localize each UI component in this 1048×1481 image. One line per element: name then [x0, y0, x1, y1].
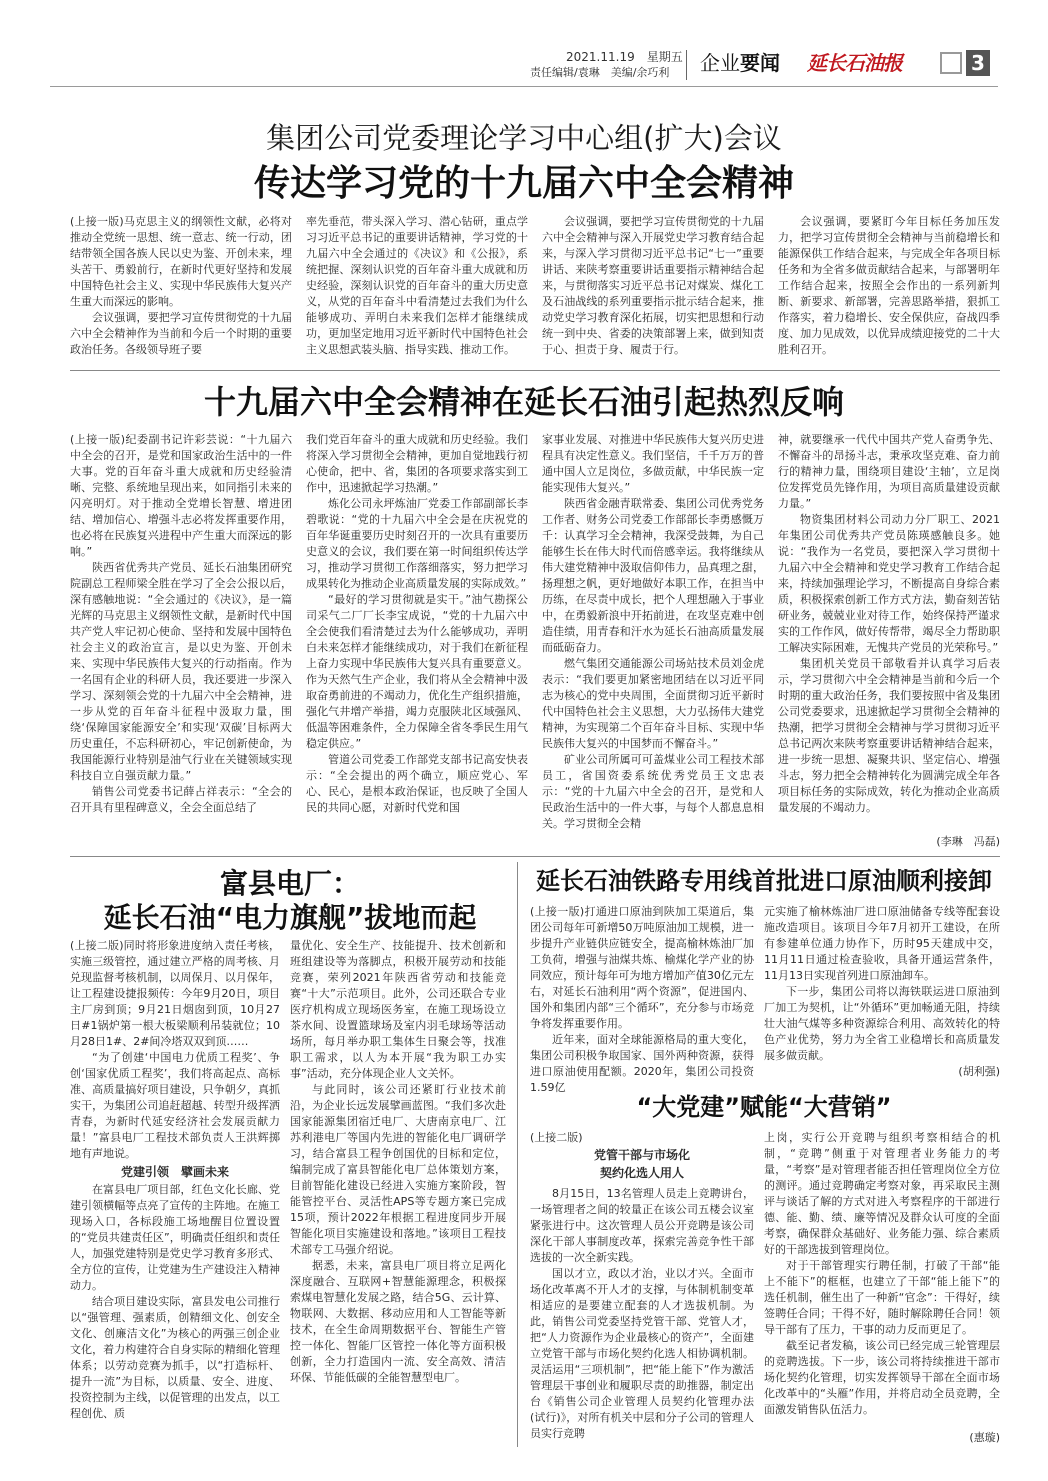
section-title-prefix: 企业: [700, 51, 740, 75]
paragraph: 下一步，集团公司将以海铁联运进口原油到厂加工为契机，让“外循环”更加畅通无阻，持续壮大油气煤等多种资源综合利用、高效转化的特色产业优势，努力为全省工业稳增长和高质量发展多做贡献。: [764, 985, 1000, 1062]
section-rule: [70, 856, 1000, 857]
paragraph: 炼化公司永坪炼油厂党委工作部副部长李碧歌说：“党的十九届六中全会是在庆祝党的百年华诞重要历史时刻召开的一次具有重要历史意义的会议，我们要在第一时间组织传达学习，推动学习贯彻工作落细落实，努力把学习成果转化为推动企业高质量发展的实际成效。”: [306, 497, 528, 590]
paragraph: 对于干部管理实行聘任制，打破了干部“能上不能下”的框框，也建立了干部“能上能下”的选任机制，催生出了一种新“官念”：干得好，续签聘任合同；干得不好，随时解除聘任合同！领导干部有了压力，干事的动力反而更足了。: [764, 1259, 1000, 1336]
article2-column-1: [70, 432, 292, 850]
article5-column-2: [764, 1130, 1000, 1428]
article3-column-1: [70, 938, 280, 1448]
article3-column-2: [290, 938, 506, 1448]
paragraph: 会议强调，要把学习宣传贯彻党的十九届六中全会精神作为当前和今后一个时期的重要政治任务。各级领导班子要: [70, 311, 292, 356]
paragraph: 近年来，面对全球能源格局的重大变化，集团公司积极争取国家、国外两种资源，获得进口原油使用配额。2020年，集团公司投资1.59亿: [530, 1033, 754, 1094]
article5-column-1: [530, 1130, 754, 1446]
article2-column-2: [306, 432, 528, 850]
paragraph: 8月15日，13名管理人员走上竞聘讲台，一场管理者之间的较量正在该公司五楼会议室紧张进行中。这次管理人员公开竞聘是该公司深化干部人事制度改革，探索完善竞争性干部选拔的一次全新实践。: [530, 1187, 754, 1264]
corner-mark-icon: [940, 52, 962, 74]
paragraph: 我们党百年奋斗的重大成就和历史经验。我们将深入学习贯彻全会精神，更加自觉地践行初心使命，把中、省，集团的各项要求落实到工作中，迅速掀起学习热潮。”: [306, 433, 528, 494]
article2-byline: (李琳 冯磊): [936, 835, 1000, 848]
article5-title: “大党建”赋能“大营销”: [636, 1093, 892, 1121]
article1-column-4: [778, 214, 1000, 358]
article4-column-2: [764, 904, 1000, 1064]
article2-column-3: [542, 432, 764, 850]
article2-column-4: [778, 432, 1000, 834]
paragraph: (上接一版)纪委副书记许彩芸说：“十九届六中全会的召开，是党和国家政治生活中的一件大事。党的百年奋斗重大成就和历史经验清晰、完整、系统地呈现出来，如同指引未来的闪亮明灯。对于推动全党增长智慧、增进团结、增加信心、增强斗志必将发挥重要作用，也必将在民族复兴进程中产生重大而深远的影响。”: [70, 433, 292, 558]
article5-subheading-line2: 契约化选人用人: [599, 1166, 684, 1180]
article3-subheading: 党建引领 擘画未来: [120, 1165, 229, 1179]
article1-column-2: [306, 214, 528, 358]
paragraph: 会议强调，要紧盯今年目标任务加压发力，把学习宣传贯彻全会精神与当前稳增长和能源保供工作结合起来，与完成全年各项目标任务和为全省多做贡献结合起来，与部署明年工作结合起来，按照全会作出的一系列新判断、新要求、新部署，完善思路举措，狠抓工作落实，着力稳增长、安全保供应，奋战四季度、加力见成效，以优异成绩迎接党的二十大胜利召开。: [778, 215, 1000, 356]
article5-subheading-line1: 党管干部与市场化: [593, 1148, 690, 1162]
paragraph: 据悉，未来，富县电厂项目将立足两化深度融合、互联网+智慧能源理念，积极探索煤电智慧化发展之路，结合5G、云计算、物联网、大数据、移动应用和人工智能等新技术，在全生命周期数据平台、智能生产管控一体化、智能厂区管控一体化等方面积极创新，全力打造国内一流、安全高效、清洁环保、节能低碳的全能智慧型电厂。: [290, 1259, 506, 1384]
paragraph: 与此同时，该公司还紧盯行业技术前沿，为企业长远发展擘画蓝图。“我们多次赴国家能源集团宿迁电厂、大唐南京电厂、江苏利港电厂等国内先进的智能化电厂调研学习，结合富县工程争创国优的目标和定位，编制完成了富县智能化电厂总体策划方案，目前智能化建设已经进入实施方案阶段，智能管控平台、灵活性APS等专题方案已完成15项，预计2022年根据工程进度同步开展智能化项目实施建设和落地。”该项目工程技术部专工马强介绍说。: [290, 1083, 506, 1256]
paragraph: 会议强调，要把学习宣传贯彻党的十九届六中全会精神与深入开展党史学习教育结合起来，与深入学习贯彻习近平总书记“七一”重要讲话、来陕考察重要讲话重要指示精神结合起来，与贯彻落实习近平总书记对煤炭、煤化工及石油战线的系列重要指示批示结合起来，推动党史学习教育深化拓展，切实把思想和行动统一到中央、省委的决策部署上来，做到知责于心、担责于身、履责于行。: [542, 215, 764, 356]
header-rule: [50, 86, 998, 87]
section-title: [700, 48, 780, 78]
paragraph: 陕西省优秀共产党员、延长石油集团研究院副总工程师梁全胜在学习了全会公报以后，深有感触地说：“全会通过的《决议》，是一篇光辉的马克思主义纲领性文献，是新时代中国共产党人牢记初心使命、坚持和发展中国特色社会主义的政治宣言，是以史为鉴、开创未来、实现中华民族伟大复兴的行动指南。作为一名国有企业的科研人员，我还要进一步深入学习、深刻领会党的十九届六中全会精神，进一步从党的百年奋斗征程中汲取力量，围绕‘保障国家能源安全’和实现‘双碳’目标两大历史重任，不忘科研初心，牢记创新使命，为我国能源行业特别是油气行业在关键领域实现科技自立自强贡献力量。”: [70, 561, 292, 782]
paragraph: 元实施了榆林炼油厂进口原油储备专线等配套设施改造项目。该项目今年7月初开工建设，在所有参建单位通力协作下，历时95天建成中交，11月11日通过检查验收，具备开通运营条件，11月13日实现首列进口原油卸车。: [764, 905, 1000, 982]
paragraph: 结合项目建设实际，富县发电公司推行以“强管理、强素质，创精细文化、创安全文化、创廉洁文化”为核心的两强三创企业文化，着力构建符合自身实际的精细化管理体系；以劳动竞赛为抓手，以“打造标杆、提升一流”为目标，以质量、安全、进度、投资控制为主线，以促管理的出发点，以工程创优、质: [70, 1295, 280, 1420]
article4-title: 延长石油铁路专用线首批进口原油顺利接卸: [536, 867, 992, 895]
section-rule: [70, 370, 1000, 371]
paragraph: 率先垂范，带头深入学习、潜心钻研，重点学习习近平总书记的重要讲话精神，学习党的十九届六中全会通过的《决议》和《公报》，系统把握、深刻认识党的百年奋斗重大成就和历史经验，深刻认识党的百年奋斗的重大历史意义，从党的百年奋斗中看清楚过去我们为什么能够成功、弄明白未来我们怎样才能继续成功，更加坚定地用习近平新时代中国特色社会主义思想武装头脑、指导实践、推动工作。: [306, 215, 528, 356]
article1-column-1: [70, 214, 292, 358]
column-divider: [517, 862, 518, 1447]
paragraph: 神，就要继承一代代中国共产党人奋勇争先、不懈奋斗的昂扬斗志，秉承攻坚克难、奋力前行的精神力量，围绕项目建设‘主轴’，立足岗位发挥党员先锋作用，为项目高质量建设贡献力量。”: [778, 433, 1000, 510]
paragraph: 量优化、安全生产、技能提升、技术创新和班组建设等为落脚点，积极开展劳动和技能竞赛，荣列2021年陕西省劳动和技能竞赛“十大”示范项目。此外，公司还联合专业医疗机构成立现场医务室，在施工现场设立茶水间、设置篮球场及室内羽毛球场等活动场所，每月举办职工集体生日聚会等，找准职工需求，以人为本开展“我为职工办实事”活动，充分体现企业人文关怀。: [290, 939, 506, 1080]
article2-title: 十九届六中全会精神在延长石油引起热烈反响: [203, 383, 844, 421]
article3-title-line2: 延长石油“电力旗舰”拔地而起: [103, 901, 477, 934]
page-number: 3: [966, 50, 990, 76]
paragraph: (上接一版)马克思主义的纲领性文献，必将对推动全党统一思想、统一意志、统一行动，团结带领全国各族人民以史为鉴、开创未来，埋头苦干、勇毅前行，在新时代更好坚持和发展中国特色社会主义、实现中华民族伟大复兴产生重大而深远的影响。: [70, 215, 292, 308]
article1-column-3: [542, 214, 764, 358]
paragraph: (上接一版)打通进口原油到陕加工渠道后，集团公司每年可新增50万吨原油加工规模，进一步提升产业链供应链安全，提高榆林炼油厂加工负荷，增强与油煤共炼、榆煤化学产业的协同效应，预计每年可为地方增加产值30亿元左右，对延长石油利用“两个资源”，促进国内、国外和集团内部“三个循环”，充分参与市场竞争将发挥重要作用。: [530, 905, 754, 1030]
paragraph: 在富县电厂项目部，红色文化长廊、党建引领横幅等点亮了宣传的主阵地。在施工现场入口，各标段施工场地醒目位置设置的“党员共建责任区”，明确责任组织和责任人，加强党建特别是党史学习教育多形式、全方位的宣传，让党建为生产建设注入精神动力。: [70, 1183, 280, 1292]
paragraph: 销售公司党委书记薛占祥表示：“全会的召开具有里程碑意义，全会全面总结了: [70, 785, 292, 814]
article5-lead: (上接二版): [530, 1131, 583, 1144]
paragraph: 管道公司党委工作部党支部书记高安快表示：“全会提出的两个确立，顺应党心、军心、民心，是根本政治保证，也反映了全国人民的共同心愿，对新时代党和国: [306, 753, 528, 814]
newspaper-logo: 延长石油报: [807, 51, 902, 75]
paragraph: 国以才立，政以才治，业以才兴。全面市场化改革离不开人才的支撑，与体制机制变革相适应的是要建立配套的人才选拔机制。为此，销售公司党委坚持党管干部、党管人才，把“人力资源作为企业最核心的资产”，全面建立党管干部与市场化契约化选人相协调机制。灵活运用“三项机制”，把“能上能下”作为激活管理层干事创业和履职尽责的助推器，制定出台《销售公司企业管理人员契约化管理办法(试行)》，对所有机关中层和分子公司的管理人员实行竞聘: [530, 1267, 754, 1440]
paragraph: 物资集团材料公司动力分厂职工、2021年集团公司优秀共产党员陈瑛感触良多。她说：“我作为一名党员，要把深入学习贯彻十九届六中全会精神和党史学习教育工作结合起来，持续加强理论学习，不断提高自身综合素质，积极探索创新工作方式方法，勤奋刻苦钻研业务，兢兢业业对待工作，始终保持严谨求实的工作作风，做好传帮带，竭尽全力帮助职工解决实际困难，无愧共产党员的光荣称号。”: [778, 513, 1000, 654]
issue-date: 2021.11.19 星期五: [566, 50, 683, 64]
paragraph: (上接二版)同时将形象进度纳入责任考核，实施三级管控，通过建立严格的周考核、月兑现监督考核机制，以周保月、以月保年，让工程建设捷报频传：今年9月20日，项目主厂房到顶；9月21日烟囱到顶，10月27日#1锅炉第一根大板梁顺利吊装就位；10月28日1#、2#间冷塔双双到顶……: [70, 939, 280, 1048]
paragraph: 截至记者发稿，该公司已经完成三轮管理层的竞聘选拔。下一步，该公司将持续推进干部市场化契约化管理，切实发挥领导干部在全面市场化改革中的“头雁”作用，并将启动全员竞聘，全面激发销售队伍活力。: [764, 1339, 1000, 1416]
paragraph: “为了创建‘中国电力优质工程奖’、争创‘国家优质工程奖’，我们将高起点、高标准、高质量搞好项目建设，只争朝夕，真抓实干，为集团公司追赶超越、转型升级挥洒青春，为新时代延安经济社会发展贡献力量！”富县电厂工程技术部负责人王洪辉掷地有声地说。: [70, 1051, 280, 1160]
article4-byline: (胡利强): [958, 1065, 1000, 1078]
article4-column-1: [530, 904, 754, 1094]
paragraph: 燃气集团交通能源公司场站技术员刘金虎表示：“我们要更加紧密地团结在以习近平同志为核心的党中央周围，全面贯彻习近平新时代中国特色社会主义思想，大力弘扬伟大建党精神，为实现第二个百年奋斗目标、实现中华民族伟大复兴的中国梦而不懈奋斗。”: [542, 657, 764, 750]
paragraph: 集团机关党员干部敬看并认真学习后表示，学习贯彻六中全会精神是当前和今后一个时期的重大政治任务，我们要按照中省及集团公司党委要求，迅速掀起学习贯彻全会精神的热潮，把学习贯彻全会精神与学习贯彻习近平总书记两次来陕考察重要讲话精神结合起来，进一步统一思想、凝聚共识、坚定信心、增强斗志，努力把全会精神转化为圆满完成全年各项目标任务的实际成效，转化为推动企业高质量发展的不竭动力。: [778, 657, 1000, 814]
article1-title: 传达学习党的十九届六中全会精神: [253, 163, 794, 204]
paragraph: 陕西省金融青联常委、集团公司优秀党务工作者、财务公司党委工作部部长李勇感慨万千：认真学习全会精神，我深受鼓舞，为自己能够生长在伟大时代而倍感幸运。我将继续从伟大建党精神中汲取信仰伟力，品真理之甜，扬理想之帆，更好地做好本职工作，在担当中历练，在尽责中成长，把个人理想融入于事业中，在勇毅新浪中开拓前进，在攻坚克难中创造佳绩，用青春和汗水为延长石油高质量发展而砥砺奋力。: [542, 497, 764, 654]
article3-title-line1: 富县电厂：: [219, 867, 360, 900]
paragraph: 家事业发展、对推进中华民族伟大复兴历史进程具有决定性意义。我们坚信，千千万万的普通中国人立足岗位，多做贡献，中华民族一定能实现伟大复兴。”: [542, 433, 764, 494]
editors-credit: 责任编辑/袁琳 美编/余巧利: [530, 66, 670, 79]
paragraph: 矿业公司所属可可盖煤业公司工程技术部员工，省国资委系统优秀党员王文忠表示：“党的十九届六中全会的召开，是党和人民政治生活中的一件大事，与每个人都息息相关。学习贯彻全会精: [542, 753, 764, 830]
article1-subtitle: 集团公司党委理论学习中心组(扩大)会议: [266, 121, 782, 155]
section-title-bold: 要闻: [740, 51, 780, 75]
paragraph: “最好的学习贯彻就是实干。”油气勘探公司采气二厂厂长李宝成说，“党的十九届六中全会使我们看清楚过去为什么能够成功，弄明白未来怎样才能继续成功，对于我们在新征程上奋力实现中华民族伟大复兴具有重要意义。作为天然气生产企业，我们将从全会精神中汲取奋勇前进的不竭动力，优化生产组织措施，强化气井增产举措，竭力克服陕北区域强风、低温等困难条件，全力保障全省冬季民生用气稳定供应。”: [306, 593, 528, 750]
article5-byline: (惠璇): [969, 1431, 1000, 1444]
header-divider: [686, 50, 687, 80]
paragraph: 上岗，实行公开竞聘与组织考察相结合的机制，“竞聘”侧重于对管理者业务能力的考量，“考察”是对管理者能否担任管理岗位全方位的测评。通过竞聘确定考察对象，再采取民主测评与谈话了解的方式对进入考察程序的干部进行德、能、勤、绩、廉等情况及群众认可度的全面考察，确保群众基础好、业务能力强、综合素质好的干部选拔到管理岗位。: [764, 1131, 1000, 1256]
